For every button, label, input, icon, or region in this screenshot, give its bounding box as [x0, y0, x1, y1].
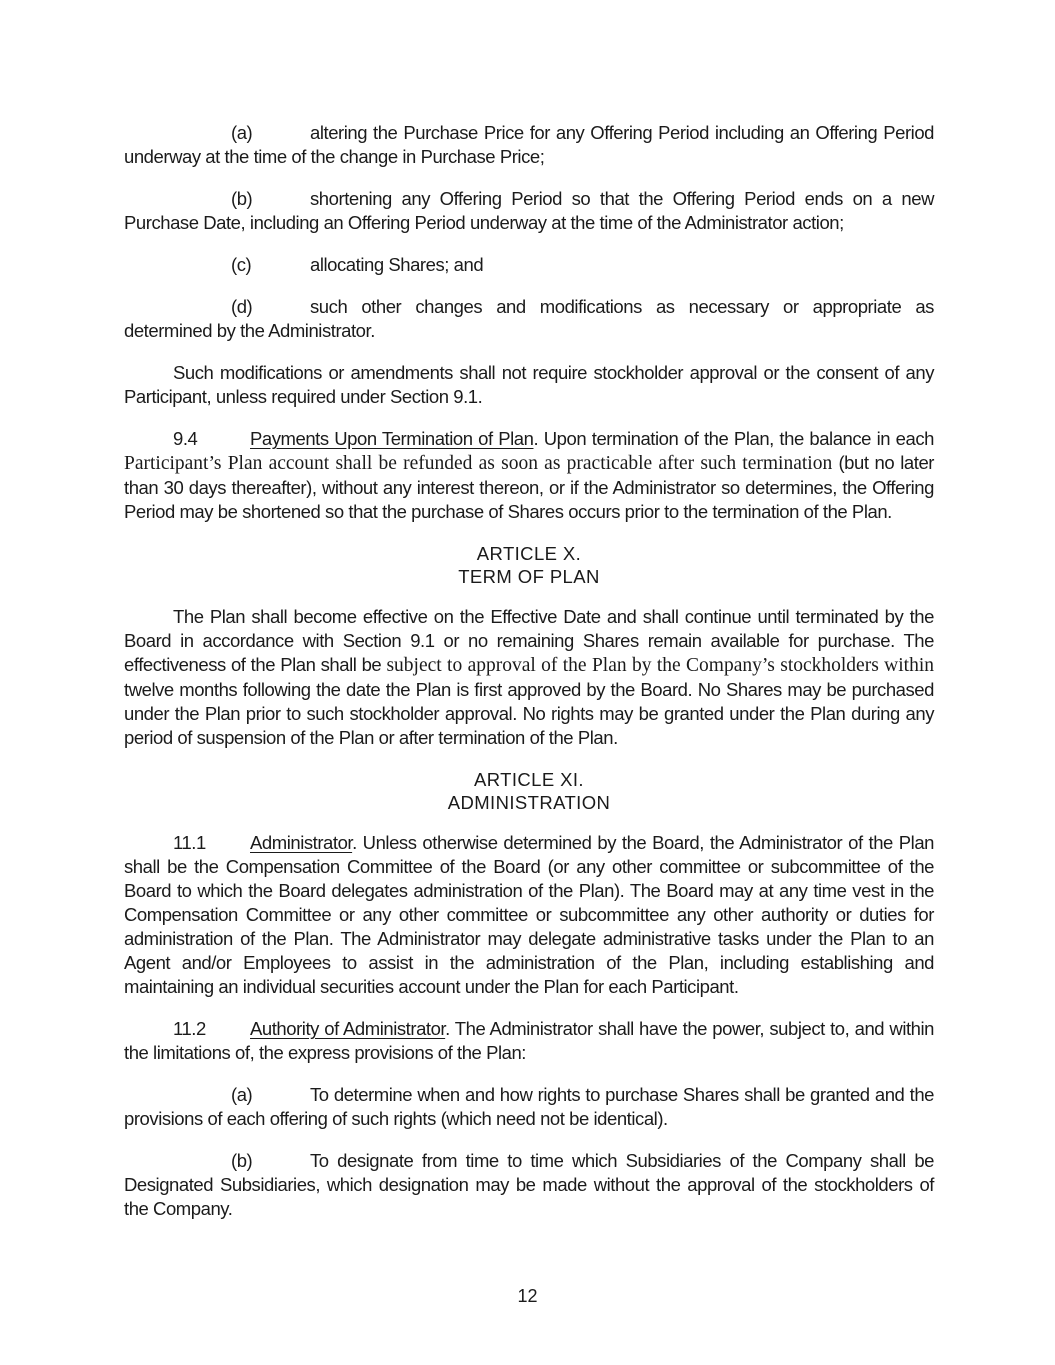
section-number: 11.1: [173, 832, 206, 853]
text-segment: subject to approval of the Plan by the Company’s stockholders within: [386, 655, 934, 676]
section-title: Payments Upon Termination of Plan: [250, 428, 534, 449]
section-paragraph: [124, 427, 934, 524]
item-label: (a): [231, 1084, 253, 1105]
list-item: [124, 1083, 934, 1131]
section-title: Administrator: [250, 832, 353, 853]
text-segment: . The Administrator shall have the power, subject to, and within the limitations of, the express provisions of the Plan:: [124, 1018, 935, 1063]
text-segment: such other changes and modifications as necessary or appropriate as determined by the Administrator.: [124, 296, 934, 341]
section-title: Authority of Administrator: [250, 1018, 446, 1039]
text-segment: . Unless otherwise determined by the Board, the Administrator of the Plan shall be the Compensation Committee of the Board (or any other committee or subcommittee of the Board to which the Board delegates administration of the Plan). The Board may at any time vest in the Compensation Committee or any other committee or subcommittee any other authority or duties for administration of the Plan. The Administrator may delegate administrative tasks under the Plan to an Agent and/or Employees to assist in the administration of the Plan, including establishing and maintaining an individual securities account under the Plan for each Participant.: [124, 832, 934, 997]
article-heading: [124, 542, 934, 588]
list-item: [124, 1149, 934, 1221]
paragraph: [124, 361, 934, 409]
text-segment: To designate from time to time which Subsidiaries of the Company shall be Designated Subsidiaries, which designation may be made without the approval of the stockholders of the Company.: [124, 1150, 934, 1219]
section-number: 9.4: [173, 428, 198, 449]
text-segment: allocating Shares; and: [310, 254, 484, 275]
heading-line: TERM OF PLAN: [458, 566, 600, 587]
paragraph: [124, 605, 934, 750]
text-segment: To determine when and how rights to purchase Shares shall be granted and the provisions of each offering of such rights (which need not be identical).: [124, 1084, 934, 1129]
article-heading: [124, 768, 934, 814]
text-segment: Such modifications or amendments shall not require stockholder approval or the consent of any Participant, unless required under Section 9.1.: [124, 362, 934, 407]
heading-line: ARTICLE XI.: [474, 769, 584, 790]
document-body: [124, 121, 934, 1221]
text-segment: Participant’s Plan account shall be refunded as soon as practicable after such termination: [124, 453, 839, 474]
section-paragraph: [124, 1017, 934, 1065]
text-segment: twelve months following the date the Plan is first approved by the Board. No Shares may be purchased under the Plan prior to such stockholder approval. No rights may be granted under the Plan during any period of suspension of the Plan or after termination of the Plan.: [124, 679, 934, 748]
item-label: (d): [231, 296, 253, 317]
text-segment: (but no later than 30 days thereafter), without any interest thereon, or if the Administrator so determines, the Offering Period may be shortened so that the purchase of Shares occurs prior to the termination of the Plan.: [124, 452, 935, 522]
list-item: [124, 187, 934, 235]
section-number: 11.2: [173, 1018, 206, 1039]
heading-line: ADMINISTRATION: [447, 792, 611, 813]
heading-line: ARTICLE X.: [476, 543, 582, 564]
text-segment: The Plan shall become effective on the Effective Date and shall continue until terminated by the Board in accordance with Section 9.1 or no remaining Shares remain available for purchase. The effectiveness of the Plan shall be: [124, 606, 934, 675]
list-item: [124, 295, 934, 343]
item-label: (a): [231, 122, 253, 143]
text-segment: . Upon termination of the Plan, the balance in each: [533, 428, 934, 449]
page-number: 12: [517, 1286, 538, 1306]
text-segment: shortening any Offering Period so that the Offering Period ends on a new Purchase Date, including an Offering Period underway at the time of the Administrator action;: [124, 188, 934, 233]
list-item: [124, 253, 934, 277]
section-paragraph: [124, 831, 934, 999]
item-label: (c): [231, 254, 252, 275]
text-segment: altering the Purchase Price for any Offering Period including an Offering Period underway at the time of the change in Purchase Price;: [124, 122, 934, 167]
item-label: (b): [231, 188, 253, 209]
list-item: [124, 121, 934, 169]
item-label: (b): [231, 1150, 253, 1171]
